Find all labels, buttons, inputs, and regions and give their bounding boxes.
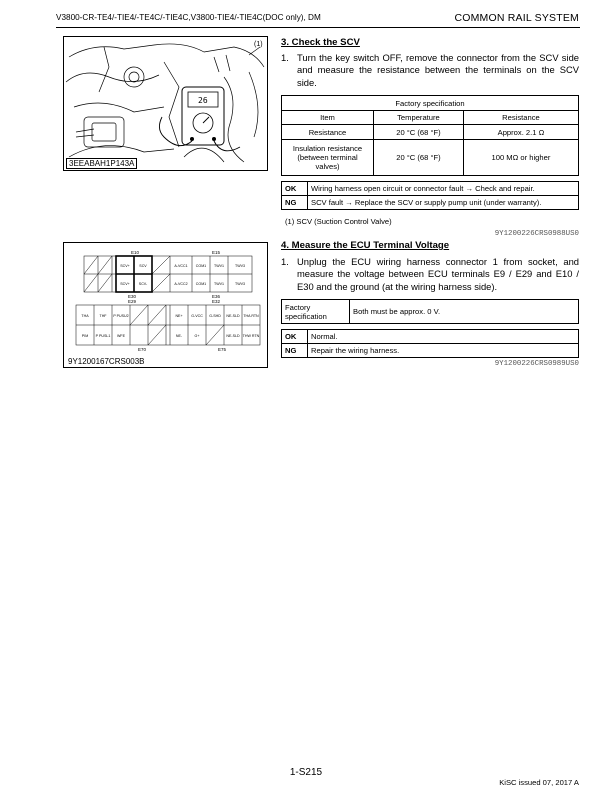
column-header: Temperature bbox=[374, 111, 464, 125]
step-text: Turn the key switch OFF, remove the connector from the SCV side and measure the resistance between the terminals on the SCV side. bbox=[297, 52, 579, 88]
table-cell: Resistance bbox=[282, 125, 374, 140]
ok-label: OK bbox=[282, 330, 308, 344]
step-number: 1. bbox=[281, 52, 289, 63]
ecu-voltage-section bbox=[281, 240, 579, 368]
pin-label-e32: E32 bbox=[212, 299, 221, 304]
pin-scv-plus-1: SCV+ bbox=[120, 264, 130, 268]
header-divider bbox=[56, 27, 580, 28]
pin-wfe: WFE bbox=[117, 334, 125, 338]
figure-legend-note: (1) SCV (Suction Control Valve) bbox=[285, 217, 392, 227]
pin-g-shd: G-SHD bbox=[209, 314, 221, 318]
pin-com1-2: COM1 bbox=[195, 282, 207, 286]
column-header: Resistance bbox=[463, 111, 578, 125]
pin-thf: THF bbox=[99, 314, 107, 318]
spec-label: Factory specification bbox=[282, 300, 350, 324]
table-cell: 100 MΩ or higher bbox=[463, 140, 578, 176]
table-cell: 20 °C (68 °F) bbox=[374, 140, 464, 176]
document-id: 9Y1200226CRS0989US0 bbox=[494, 360, 579, 369]
ok-text: Wiring harness open circuit or connector fault → Check and repair. bbox=[308, 182, 579, 196]
pin-label-e15: E15 bbox=[212, 250, 221, 255]
pin-thw-rtn: THW RTN bbox=[242, 334, 260, 338]
ok-text: Normal. bbox=[308, 330, 579, 344]
document-id: 9Y1200226CRS0988US0 bbox=[494, 230, 579, 239]
pin-tha-rtn: THA RTN bbox=[243, 314, 259, 318]
spec-value: Both must be approx. 0 V. bbox=[350, 300, 579, 324]
connector-pinout-diagram bbox=[64, 243, 268, 368]
callout-1-label: (1) bbox=[254, 41, 263, 48]
column-header: Item bbox=[282, 111, 374, 125]
figure-caption: 3EEABAH1P143A bbox=[66, 158, 137, 169]
issue-info: KiSC issued 07, 2017 A bbox=[499, 778, 579, 787]
pin-label-e30: E30 bbox=[128, 294, 137, 299]
pin-pusu2: P PUSU2 bbox=[113, 314, 129, 318]
ng-text: SCV fault → Replace the SCV or supply pump unit (under warranty). bbox=[308, 196, 579, 210]
pin-label-e29: E29 bbox=[128, 299, 137, 304]
spec-table-title: Factory specification bbox=[282, 96, 579, 111]
table-cell: Approx. 2.1 Ω bbox=[463, 125, 578, 140]
pin-ne-plus: NE+ bbox=[175, 314, 183, 318]
section-header: COMMON RAIL SYSTEM bbox=[454, 12, 579, 24]
ng-label: NG bbox=[282, 196, 308, 210]
engine-multimeter-illustration bbox=[64, 37, 268, 171]
pin-scv-plus-2: SCV+ bbox=[120, 282, 130, 286]
result-table bbox=[281, 181, 579, 210]
result-table bbox=[281, 329, 579, 358]
pin-label-e36: E36 bbox=[212, 294, 221, 299]
factory-spec-table bbox=[281, 95, 579, 176]
pin-avcc2: A-VCC2 bbox=[174, 282, 188, 286]
step-number: 1. bbox=[281, 256, 289, 267]
section-title: 4. Measure the ECU Terminal Voltage bbox=[281, 240, 450, 251]
table-cell: Insulation resistance (between terminal valves) bbox=[282, 140, 374, 176]
step-text: Unplug the ECU wiring harness connector 1 from socket, and measure the voltage between ECU terminals E9 / E29 and E10 / E30 and the ground (at the wiring harness side). bbox=[297, 256, 579, 292]
pin-g-plus: G+ bbox=[194, 334, 200, 338]
pin-pusl1: P PUSL1 bbox=[95, 334, 111, 338]
pin-twv3-1: TWV3 bbox=[235, 264, 245, 268]
procedure-step bbox=[281, 256, 579, 293]
table-cell: 20 °C (68 °F) bbox=[374, 125, 464, 140]
pin-scv-minus: SCV- bbox=[138, 282, 148, 286]
pin-twv1-2: TWV1 bbox=[214, 282, 224, 286]
pin-label-e70: E70 bbox=[138, 347, 147, 352]
pin-twv3-2: TWV3 bbox=[235, 282, 245, 286]
pin-ne-sld-2: NE-SLD bbox=[226, 334, 240, 338]
procedure-step bbox=[281, 52, 579, 89]
multimeter-icon bbox=[182, 87, 224, 145]
document-model-header: V3800-CR-TE4/-TIE4/-TE4C/-TIE4C,V3800-TIE4/-TIE4C(DOC only), DM bbox=[56, 13, 321, 22]
ng-text: Repair the wiring harness. bbox=[308, 344, 579, 358]
pin-avcc1: A-VCC1 bbox=[174, 264, 188, 268]
pin-label-e10: E10 bbox=[131, 250, 140, 255]
pin-pim: PIM bbox=[81, 334, 89, 338]
ecu-connector-figure bbox=[63, 242, 268, 368]
factory-spec-table bbox=[281, 299, 579, 324]
pin-ne-minus: NE- bbox=[175, 334, 183, 338]
pin-ne-sld-1: NE-SLD bbox=[226, 314, 240, 318]
svg-text:26: 26 bbox=[198, 96, 208, 105]
scv-measurement-figure bbox=[63, 36, 268, 171]
pin-twv1-1: TWV1 bbox=[214, 264, 224, 268]
pin-tha: THA bbox=[81, 314, 89, 318]
ok-label: OK bbox=[282, 182, 308, 196]
pin-g-vcc: G-VCC bbox=[191, 314, 203, 318]
scv-check-section bbox=[281, 37, 579, 238]
pin-com1-1: COM1 bbox=[195, 264, 207, 268]
page-number: 1-S215 bbox=[289, 767, 323, 778]
figure-caption: 9Y1200167CRS003B bbox=[68, 357, 145, 366]
section-title: 3. Check the SCV bbox=[281, 37, 360, 48]
pin-scv-1: SCV bbox=[139, 264, 147, 268]
pin-label-e75: E75 bbox=[218, 347, 227, 352]
ng-label: NG bbox=[282, 344, 308, 358]
